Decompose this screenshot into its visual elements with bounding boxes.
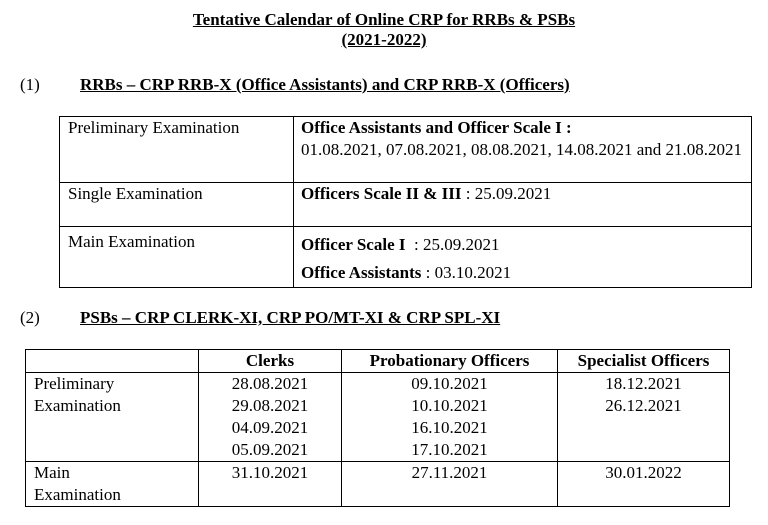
table-row [60, 183, 752, 227]
row-label-line: Examination [34, 485, 121, 504]
row-value-text: : 03.10.2021 [421, 263, 512, 282]
po-dates [342, 373, 558, 462]
column-header: Clerks [199, 350, 342, 373]
date: 31.10.2021 [231, 463, 309, 482]
row-value-text: : 25.09.2021 [461, 184, 552, 203]
row-value [294, 183, 752, 227]
psb-schedule-table [25, 349, 730, 507]
date: 28.08.2021 [231, 374, 309, 393]
row-label [26, 462, 199, 507]
date: 05.09.2021 [231, 440, 309, 459]
row-label-line: Examination [34, 396, 121, 415]
date: 16.10.2021 [411, 418, 488, 437]
row-label: Main Examination [60, 227, 294, 288]
row-value-bold: Office Assistants [301, 263, 422, 282]
row-value-text: : 25.09.2021 [405, 235, 500, 254]
section2-heading: PSBs – CRP CLERK-XI, CRP PO/MT-XI & CRP SPL-XI [80, 308, 501, 327]
section1-heading: RRBs – CRP RRB-X (Office Assistants) and CRP RRB-X (Officers) [80, 75, 570, 94]
row-label: Single Examination [60, 183, 294, 227]
po-dates [342, 462, 558, 507]
document-subtitle: (2021-2022) [341, 30, 427, 49]
date: 17.10.2021 [411, 440, 488, 459]
section2-number: (2) [20, 308, 40, 327]
table-header-row [26, 350, 730, 373]
row-value-bold: Officer Scale I [301, 235, 406, 254]
table-row [60, 227, 752, 288]
row-value [294, 117, 752, 183]
table-row [60, 117, 752, 183]
row-value-bold: Office Assistants and Officer Scale I : [301, 118, 572, 137]
date: 29.08.2021 [231, 396, 309, 415]
date: 10.10.2021 [411, 396, 488, 415]
date: 27.11.2021 [411, 463, 488, 482]
document-title: Tentative Calendar of Online CRP for RRBs & PSBs [192, 10, 576, 29]
row-label-line: Main [34, 463, 70, 482]
date: 04.09.2021 [231, 418, 309, 437]
so-dates [558, 373, 730, 462]
date: 30.01.2022 [605, 463, 682, 482]
row-label-line: Preliminary [34, 374, 115, 393]
so-dates [558, 462, 730, 507]
clerks-dates [199, 373, 342, 462]
row-value-text: 01.08.2021, 07.08.2021, 08.08.2021, 14.08.2021 and 21.08.2021 [301, 140, 743, 159]
date: 09.10.2021 [411, 374, 488, 393]
row-value-bold: Officers Scale II & III [301, 184, 462, 203]
row-value [294, 227, 752, 288]
date: 26.12.2021 [605, 396, 682, 415]
column-header: Specialist Officers [558, 350, 730, 373]
row-label: Preliminary Examination [60, 117, 294, 183]
column-header [26, 350, 199, 373]
section1-number: (1) [20, 75, 40, 94]
table-row [26, 373, 730, 462]
row-label [26, 373, 199, 462]
date: 18.12.2021 [605, 374, 682, 393]
clerks-dates [199, 462, 342, 507]
rrb-schedule-table [59, 116, 752, 288]
table-row [26, 462, 730, 507]
column-header: Probationary Officers [342, 350, 558, 373]
